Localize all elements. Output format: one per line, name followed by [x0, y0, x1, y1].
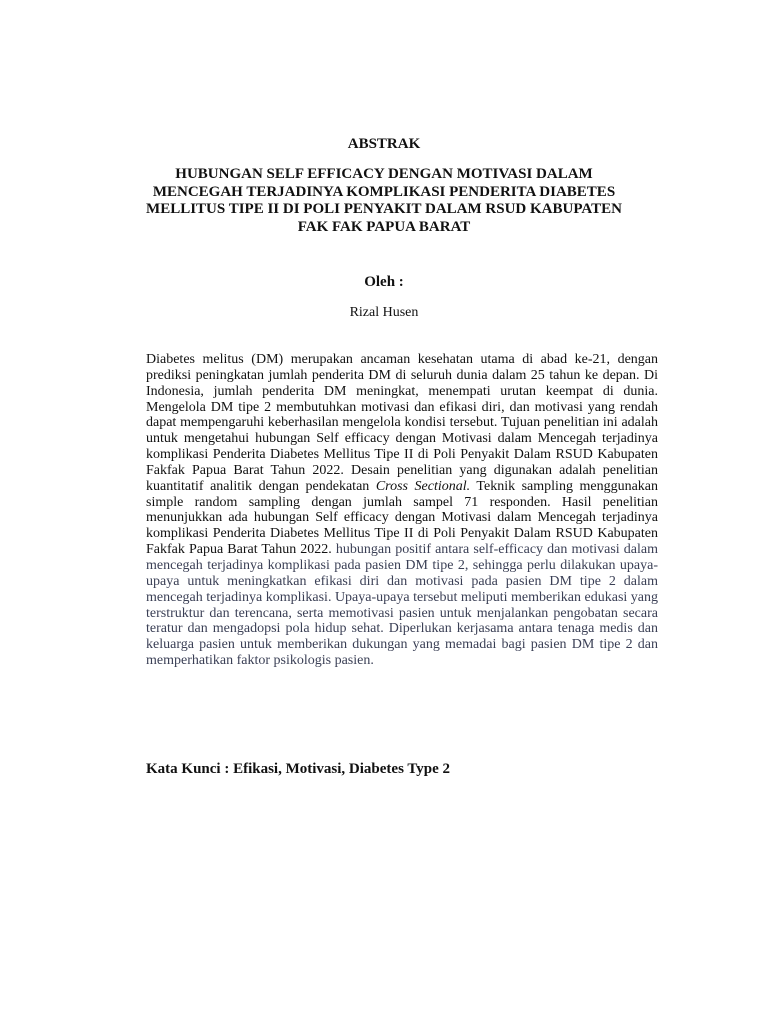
author-name: Rizal Husen [349, 305, 419, 320]
abstract-text-italic: Cross Sectional. [375, 478, 471, 494]
abstract-text-part2: Teknik sampling menggunakan simple random sampling dengan jumlah sampel 71 responden. Hasil penelitian menunjukkan ada hubungan Self efficacy dengan Motivasi dalam Mencegah terjadinya komplikasi Penderita Diabetes Mellitus Tipe II di Poli Penyakit Dalam RSUD Kabupaten Fakfak Papua Barat Tahun 2022. [146, 478, 658, 558]
abstract-text-part1: Diabetes melitus (DM) merupakan ancaman kesehatan utama di abad ke-21, dengan prediksi peningkatan jumlah penderita DM di seluruh dunia dalam 25 tahun ke depan. Di Indonesia, jumlah penderita DM meningkat, menempati urutan keempat di dunia. Mengelola DM tipe 2 membutuhkan motivasi dan efikasi diri, dan motivasi yang rendah dapat mempengaruhi keberhasilan mengelola kondisi tersebut. Tujuan penelitian ini adalah untuk mengetahui hubungan Self efficacy dengan Motivasi dalam Mencegah terjadinya komplikasi Penderita Diabetes Mellitus Tipe II di Poli Penyakit Dalam RSUD Kabupaten Fakfak Papua Barat Tahun 2022. Desain penelitian yang digunakan adalah penelitian kuantitatif analitik dengan pendekatan [146, 352, 658, 494]
title-line: MENCEGAH TERJADINYA KOMPLIKASI PENDERITA DIABETES [152, 183, 616, 200]
abstract-heading: ABSTRAK [347, 136, 421, 152]
title-line: HUBUNGAN SELF EFFICACY DENGAN MOTIVASI DALAM [175, 166, 593, 182]
by-label: Oleh : [364, 274, 404, 290]
keywords: Kata Kunci : Efikasi, Motivasi, Diabetes Type 2 [146, 761, 451, 777]
paper-title [0, 166, 768, 236]
title-line: MELLITUS TIPE II DI POLI PENYAKIT DALAM RSUD KABUPATEN [146, 201, 622, 217]
abstract-body [146, 352, 658, 669]
abstract-text-part3: hubungan positif antara self-efficacy dan motivasi dalam mencegah terjadinya komplikasi pada pasien DM tipe 2, sehingga perlu dilakukan upaya-upaya untuk meningkatkan efikasi diri dan motivasi pada pasien DM tipe 2 dalam mencegah terjadinya komplikasi. Upaya-upaya tersebut meliputi memberikan edukasi yang terstruktur dan terencana, serta memotivasi pasien untuk menjalankan pengobatan secara teratur dan mengadopsi pola hidup sehat. Diperlukan kerjasama antara tenaga medis dan keluarga pasien untuk memberikan dukungan yang memadai bagi pasien DM tipe 2 dan memperhatikan faktor psikologis pasien. [146, 542, 658, 669]
title-line: FAK FAK PAPUA BARAT [297, 218, 471, 235]
